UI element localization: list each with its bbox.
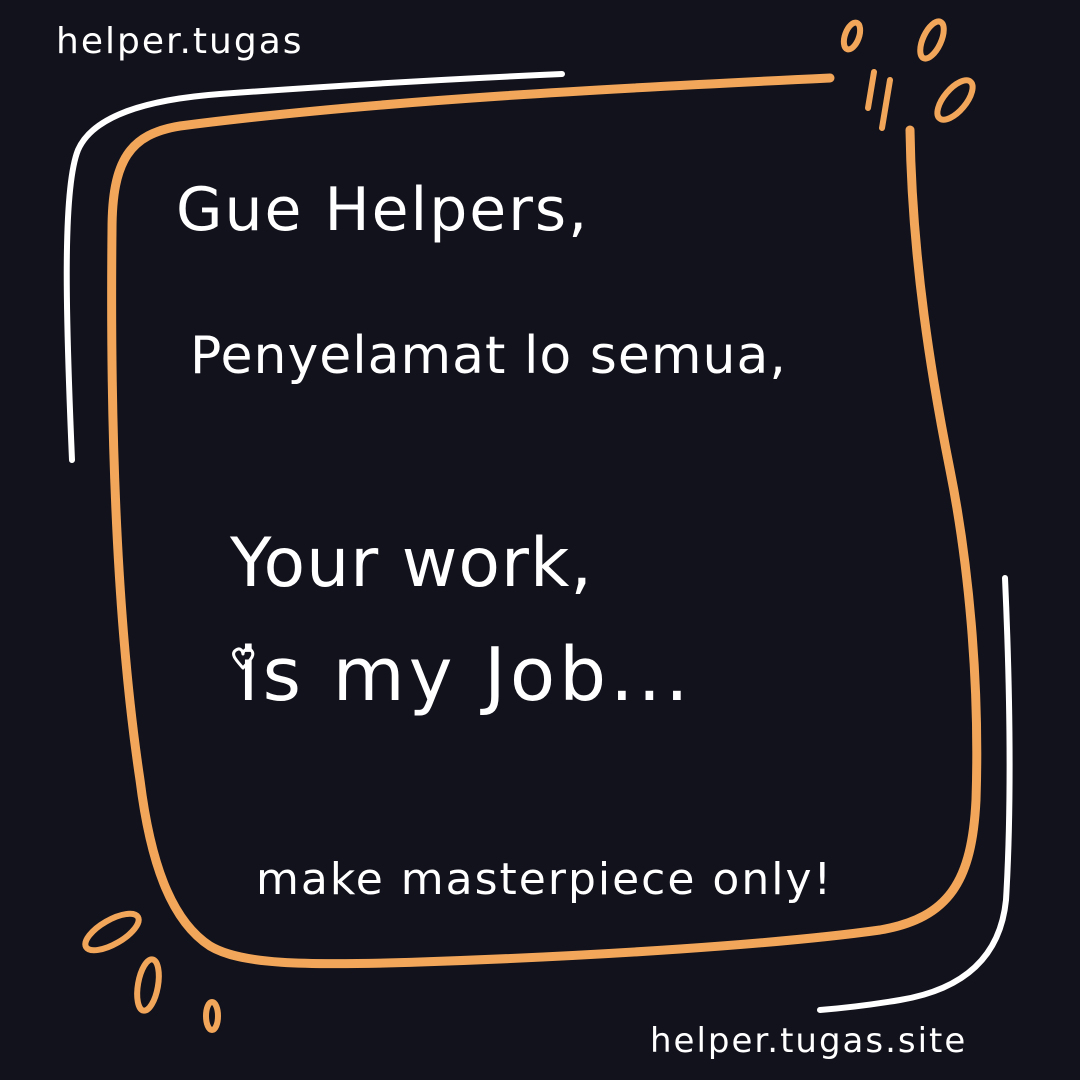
card-line-1: Gue Helpers, <box>176 175 590 245</box>
white-corner-line-bottom-right <box>820 578 1010 1010</box>
sparkle-bottom-left <box>80 907 218 1030</box>
card-line-3: Your work, <box>230 524 593 603</box>
card-line-4: is my Job... <box>238 632 693 718</box>
card-line-2: Penyelamat lo semua, <box>190 326 787 386</box>
watermark-bottom: helper.tugas.site <box>650 1021 968 1061</box>
watermark-top: helper.tugas <box>56 21 304 62</box>
white-corner-line-top-left <box>67 74 562 460</box>
card-line-5: make masterpiece only! <box>256 854 834 905</box>
sparkle-top-right <box>841 18 979 128</box>
